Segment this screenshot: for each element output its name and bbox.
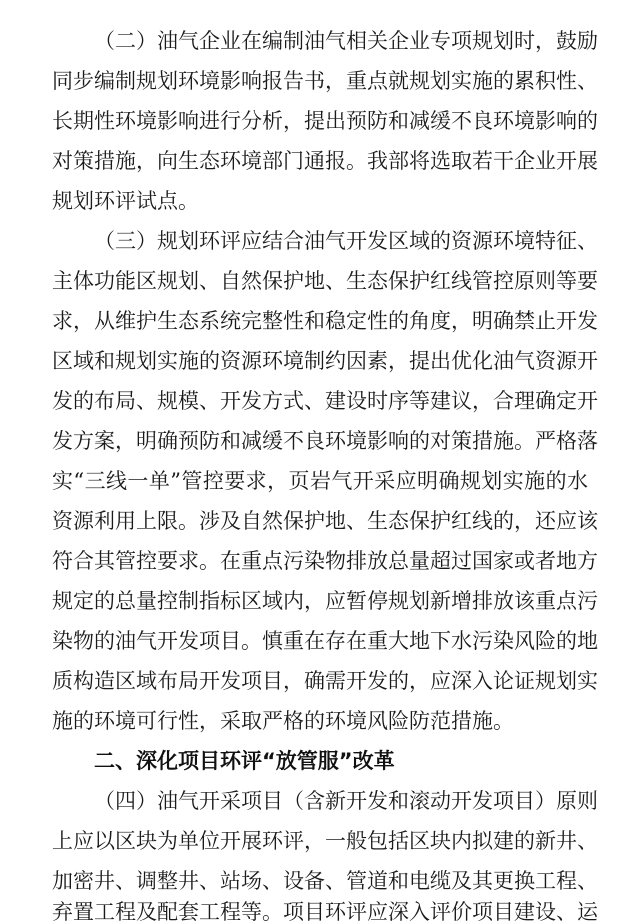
- paragraph-4-line-3: 加密井、调整井、站场、设备、管道和电缆及其更换工程、: [52, 869, 598, 893]
- paragraph-4-line-2: 上应以区块为单位开展环评，一般包括区块内拟建的新井、: [52, 829, 598, 853]
- paragraph-3-line-10: 规定的总量控制指标区域内，应暂停规划新增排放该重点污: [52, 589, 598, 613]
- paragraph-3-line-13: 施的环境可行性，采取严格的环境风险防范措施。: [52, 709, 514, 733]
- section-heading-2: 二、深化项目环评“放管服”改革: [94, 749, 395, 773]
- paragraph-3-line-2: 主体功能区规划、自然保护地、生态保护红线管控原则等要: [52, 269, 598, 293]
- paragraph-2-line-3: 长期性环境影响进行分析，提出预防和减缓不良环境影响的: [52, 109, 598, 133]
- paragraph-2-line-1: （二）油气企业在编制油气相关企业专项规划时，鼓励: [94, 29, 598, 53]
- paragraph-4-line-1: （四）油气开采项目（含新开发和滚动开发项目）原则: [94, 789, 598, 813]
- paragraph-3-line-4: 区域和规划实施的资源环境制约因素，提出优化油气资源开: [52, 349, 598, 373]
- paragraph-3-line-5: 发的布局、规模、开发方式、建设时序等建议，合理确定开: [52, 389, 598, 413]
- paragraph-3-line-7: 实“三线一单”管控要求，页岩气开采应明确规划实施的水: [52, 469, 588, 493]
- paragraph-3-line-12: 质构造区域布局开发项目，确需开发的，应深入论证规划实: [52, 669, 598, 693]
- paragraph-2-line-2: 同步编制规划环境影响报告书，重点就规划实施的累积性、: [52, 69, 598, 93]
- paragraph-3-line-3: 求，从维护生态系统完整性和稳定性的角度，明确禁止开发: [52, 309, 598, 333]
- paragraph-3-line-11: 染物的油气开发项目。慎重在存在重大地下水污染风险的地: [52, 629, 598, 653]
- paragraph-3-line-6: 发方案，明确预防和减缓不良环境影响的对策措施。严格落: [52, 429, 598, 453]
- paragraph-2-line-4: 对策措施，向生态环境部门通报。我部将选取若干企业开展: [52, 149, 598, 173]
- paragraph-2-line-5: 规划环评试点。: [52, 189, 199, 213]
- paragraph-3-line-8: 资源利用上限。涉及自然保护地、生态保护红线的，还应该: [52, 509, 598, 533]
- paragraph-3-line-9: 符合其管控要求。在重点污染物排放总量超过国家或者地方: [52, 549, 598, 573]
- paragraph-3-line-1: （三）规划环评应结合油气开发区域的资源环境特征、: [94, 229, 598, 253]
- paragraph-4-line-4: 弃置工程及配套工程等。项目环评应深入评价项目建设、运: [52, 900, 598, 924]
